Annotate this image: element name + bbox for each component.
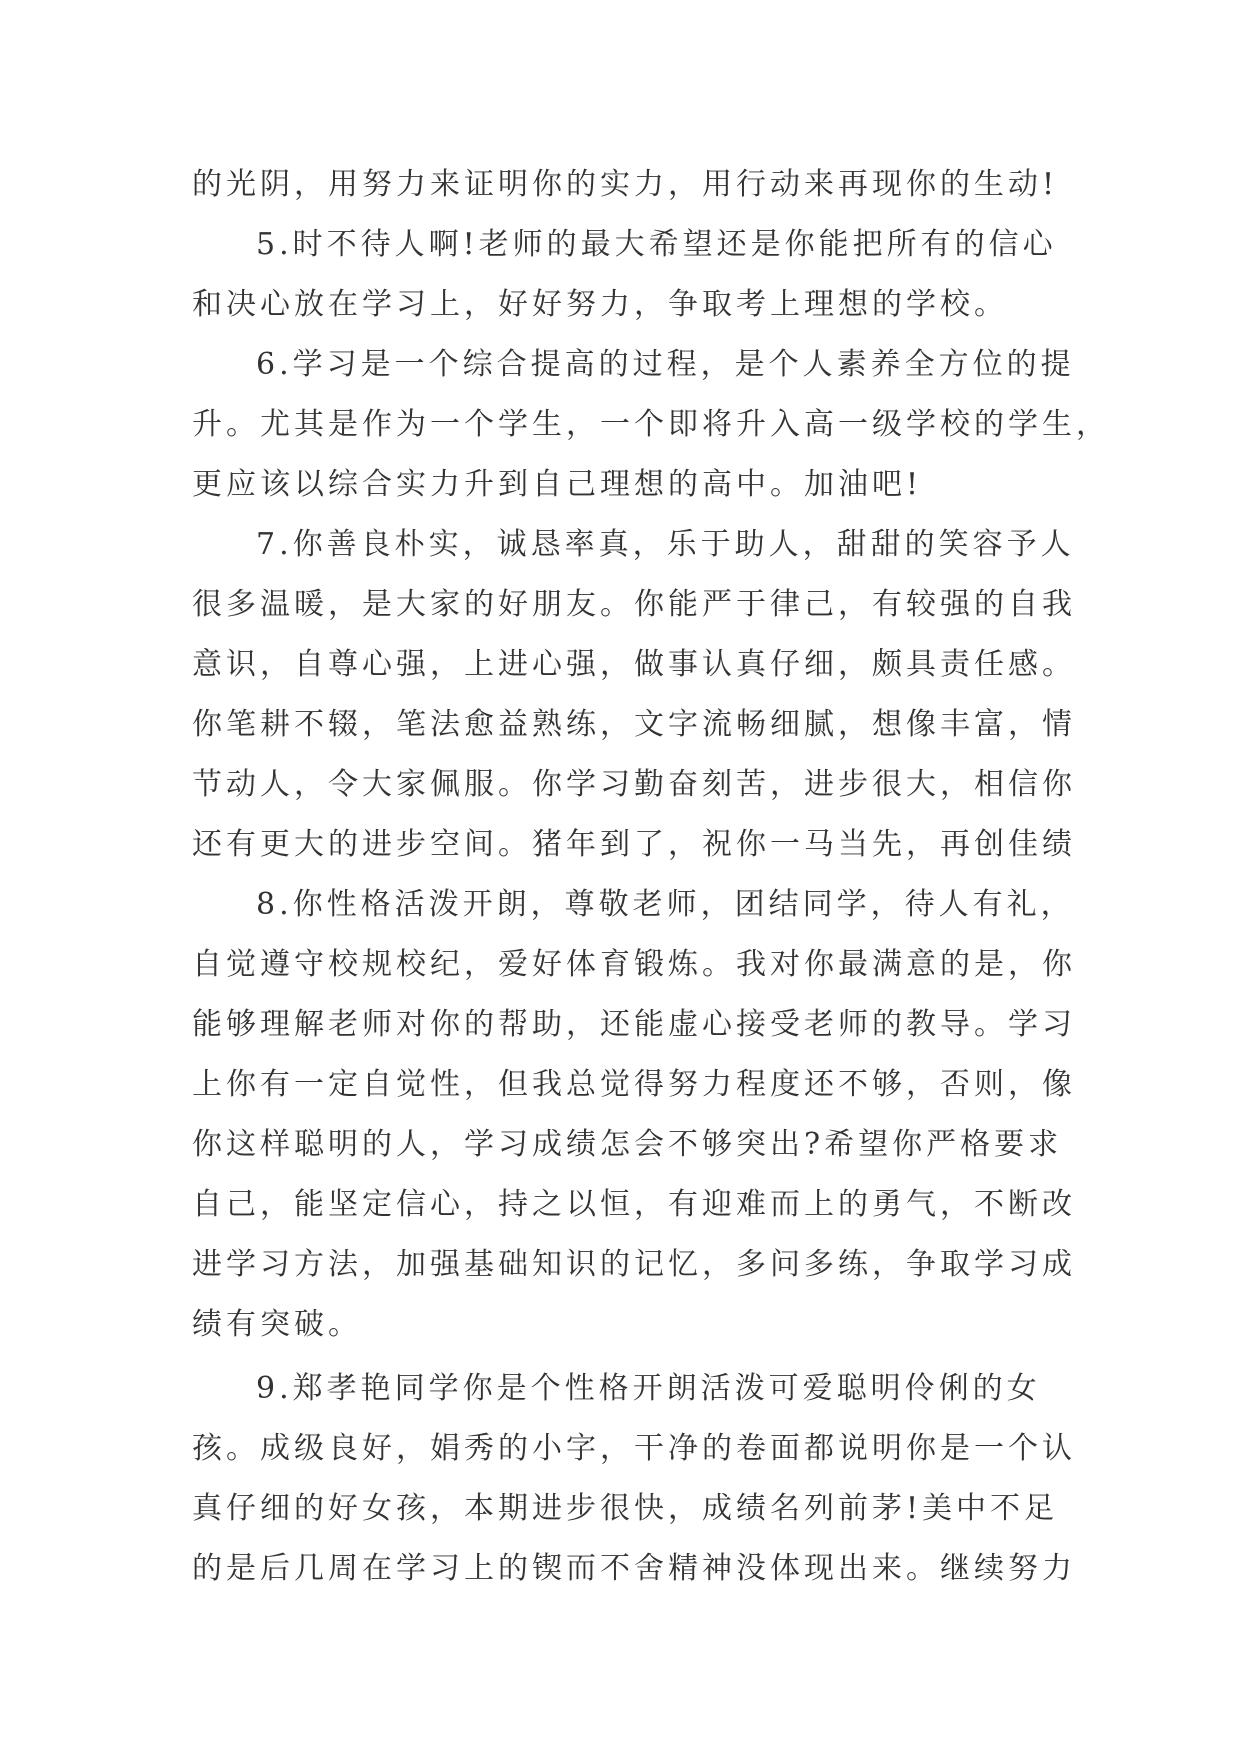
document-body: [192, 155, 1110, 1599]
text-line: 自己，能坚定信心，持之以恒，有迎难而上的勇气，不断改: [192, 1187, 1076, 1222]
text-line: 还有更大的进步空间。猪年到了，祝你一马当先，再创佳绩: [192, 827, 1076, 862]
text-line: 更应该以综合实力升到自己理想的高中。加油吧!: [192, 467, 923, 502]
text-line: 进学习方法，加强基础知识的记忆，多问多练，争取学习成: [192, 1247, 1076, 1282]
paragraph-start-line: 6.学习是一个综合提高的过程，是个人素养全方位的提: [256, 347, 1075, 382]
text-line: 你这样聪明的人，学习成绩怎会不够突出?希望你严格要求: [192, 1127, 1063, 1162]
paragraph-start-line: 7.你善良朴实，诚恳率真，乐于助人，甜甜的笑容予人: [256, 527, 1075, 562]
text-line: 升。尤其是作为一个学生，一个即将升入高一级学校的学生，: [192, 407, 1110, 442]
text-line: 自觉遵守校规校纪，爱好体育锻炼。我对你最满意的是，你: [192, 947, 1076, 982]
text-line: 真仔细的好女孩，本期进步很快，成绩名列前茅!美中不足: [192, 1491, 1059, 1526]
paragraph-start-line: 9.郑孝艳同学你是个性格开朗活泼可爱聪明伶俐的女: [256, 1371, 1041, 1406]
text-line: 上你有一定自觉性，但我总觉得努力程度还不够，否则，像: [192, 1067, 1076, 1102]
text-line: 你笔耕不辍，笔法愈益熟练，文字流畅细腻，想像丰富，情: [192, 707, 1076, 742]
text-line: 和决心放在学习上，好好努力，争取考上理想的学校。: [192, 287, 1008, 322]
text-line: 的光阴，用努力来证明你的实力，用行动来再现你的生动!: [192, 167, 1059, 202]
text-line: 绩有突破。: [192, 1307, 362, 1342]
text-line: 很多温暖，是大家的好朋友。你能严于律己，有较强的自我: [192, 587, 1076, 622]
text-line: 孩。成级良好，娟秀的小字，干净的卷面都说明你是一个认: [192, 1431, 1076, 1466]
text-line: 节动人，令大家佩服。你学习勤奋刻苦，进步很大，相信你: [192, 767, 1076, 802]
text-line: 意识，自尊心强，上进心强，做事认真仔细，颇具责任感。: [192, 647, 1076, 682]
paragraph-start-line: 5.时不待人啊!老师的最大希望还是你能把所有的信心: [256, 227, 1057, 262]
text-line: 的是后几周在学习上的锲而不舍精神没体现出来。继续努力: [192, 1551, 1076, 1586]
paragraph-start-line: 8.你性格活泼开朗，尊敬老师，团结同学，待人有礼，: [256, 887, 1075, 922]
text-line: 能够理解老师对你的帮助，还能虚心接受老师的教导。学习: [192, 1007, 1076, 1042]
